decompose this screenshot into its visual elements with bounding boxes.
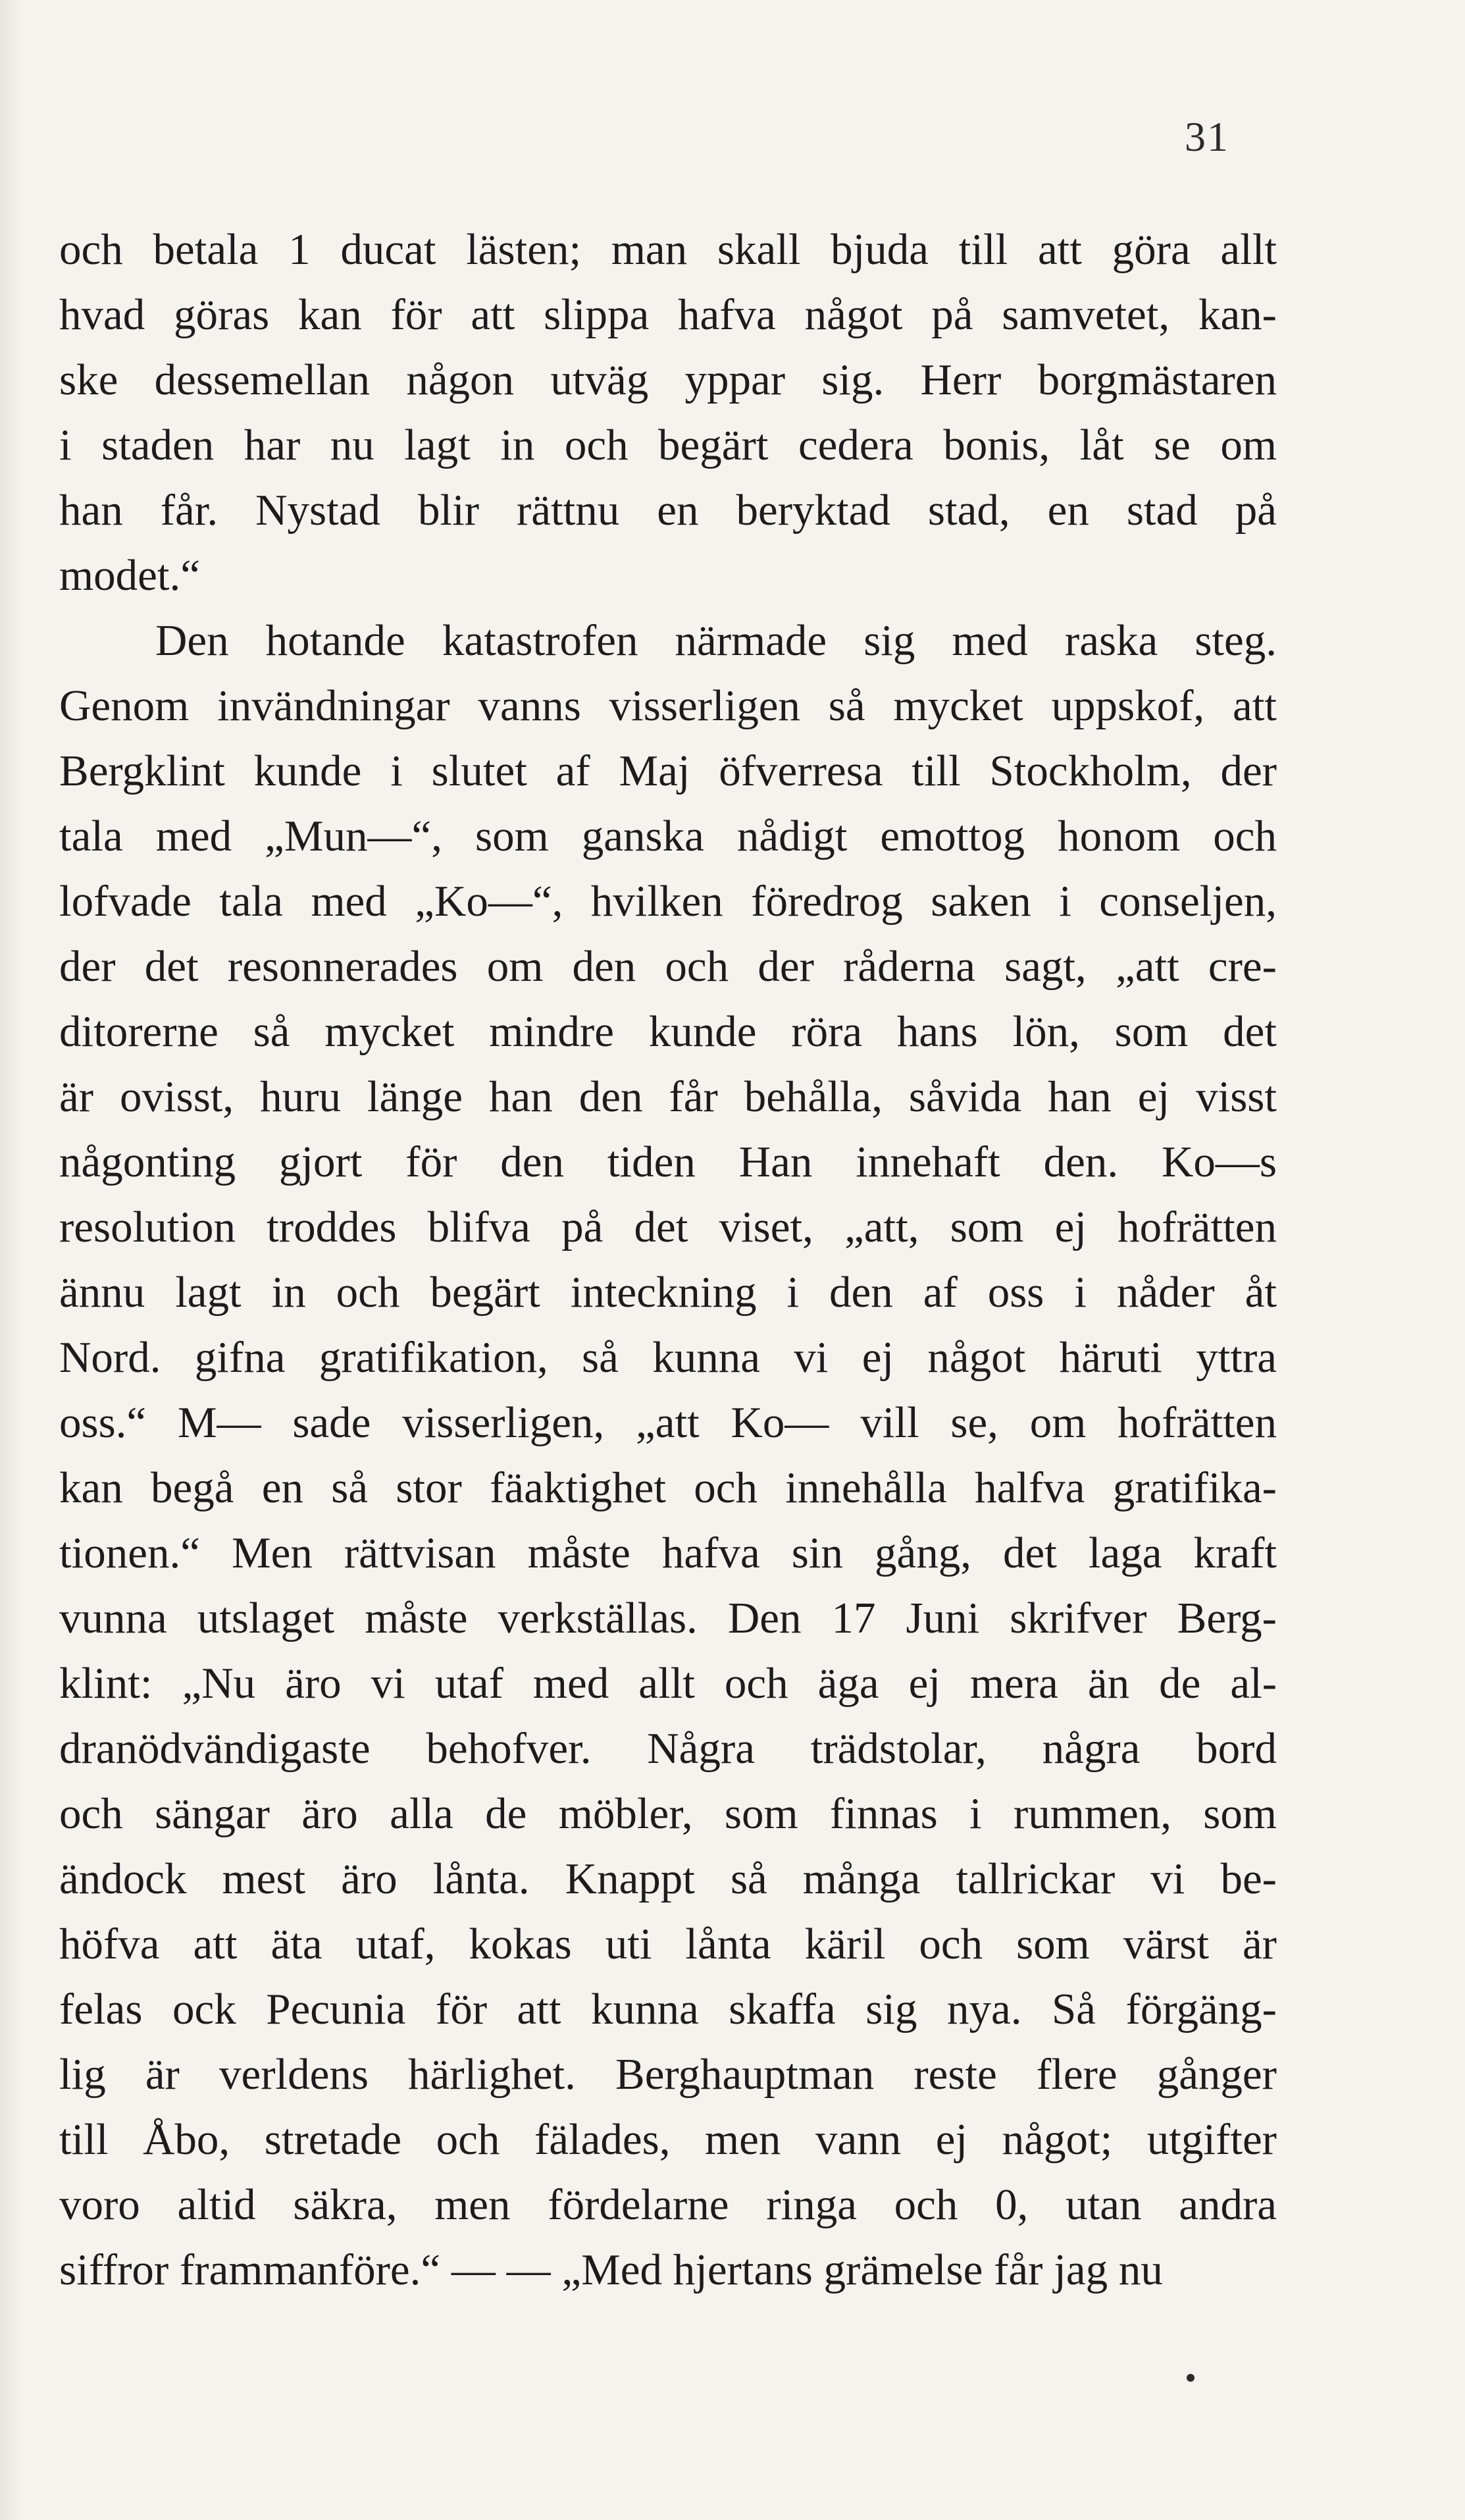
text-line: och betala 1 ducat lästen; man skall bjuda till att göra allt: [59, 225, 1277, 274]
text-line: siffror frammanföre.“ — — „Med hjertans grämelse får jag nu: [59, 2245, 1163, 2294]
text-line: tala med „Mun—“, som ganska nådigt emottog honom och: [59, 812, 1277, 860]
text-line: ännu lagt in och begärt inteckning i den af oss i nåder åt: [59, 1268, 1277, 1317]
text-line: hvad göras kan för att slippa hafva något på samvetet, kan-: [59, 290, 1277, 339]
text-line: Nord. gifna gratifikation, så kunna vi ej något häruti yttra: [59, 1333, 1277, 1382]
text-line: der det resonnerades om den och der råderna sagt, „att cre-: [59, 942, 1277, 991]
text-line: tionen.“ Men rättvisan måste hafva sin gång, det laga kraft: [59, 1529, 1277, 1577]
ink-speck: [1187, 2374, 1195, 2382]
text-line: kan begå en så stor fäaktighet och innehålla halfva gratifika-: [59, 1463, 1277, 1512]
text-line: höfva att äta utaf, kokas uti lånta käril och som värst är: [59, 1920, 1277, 1968]
body-text: [59, 217, 1277, 2303]
text-line: modet.“: [59, 551, 200, 600]
binding-shadow: [0, 0, 22, 2520]
text-line: i staden har nu lagt in och begärt cedera bonis, låt se om: [59, 421, 1277, 469]
page-number: 31: [1185, 113, 1229, 160]
text-line: dranödvändigaste behofver. Några trädstolar, några bord: [59, 1724, 1277, 1773]
text-line: Bergklint kunde i slutet af Maj öfverresa till Stockholm, der: [59, 747, 1277, 795]
text-line: vunna utslaget måste verkställas. Den 17 Juni skrifver Berg-: [59, 1594, 1277, 1642]
text-line: är ovisst, huru länge han den får behålla, såvida han ej visst: [59, 1072, 1277, 1121]
text-line: felas ock Pecunia för att kunna skaffa sig nya. Så förgäng-: [59, 1985, 1277, 2034]
text-line: ditorerne så mycket mindre kunde röra hans lön, som det: [59, 1007, 1277, 1056]
text-line: oss.“ M— sade visserligen, „att Ko— vill se, om hofrätten: [59, 1398, 1277, 1447]
text-line: någonting gjort för den tiden Han innehaft den. Ko—s: [59, 1138, 1277, 1186]
text-line: Den hotande katastrofen närmade sig med raska steg.: [155, 616, 1277, 665]
text-line: till Åbo, stretade och fälades, men vann ej något; utgifter: [59, 2115, 1277, 2164]
text-line: han får. Nystad blir rättnu en beryktad stad, en stad på: [59, 486, 1277, 535]
text-line: lig är verldens härlighet. Berghauptman reste flere gånger: [59, 2050, 1277, 2099]
text-line: ske dessemellan någon utväg yppar sig. Herr borgmästaren: [59, 355, 1277, 404]
text-line: voro altid säkra, men fördelarne ringa och 0, utan andra: [59, 2180, 1277, 2229]
text-line: och sängar äro alla de möbler, som finnas i rummen, som: [59, 1789, 1277, 1838]
text-line: Genom invändningar vanns visserligen så mycket uppskof, att: [59, 681, 1277, 730]
text-line: ändock mest äro lånta. Knappt så många tallrickar vi be-: [59, 1854, 1277, 1903]
text-line: lofvade tala med „Ko—“, hvilken föredrog saken i conseljen,: [59, 877, 1277, 926]
text-line: resolution troddes blifva på det viset, „att, som ej hofrätten: [59, 1203, 1277, 1251]
text-line: klint: „Nu äro vi utaf med allt och äga ej mera än de al-: [59, 1659, 1277, 1708]
